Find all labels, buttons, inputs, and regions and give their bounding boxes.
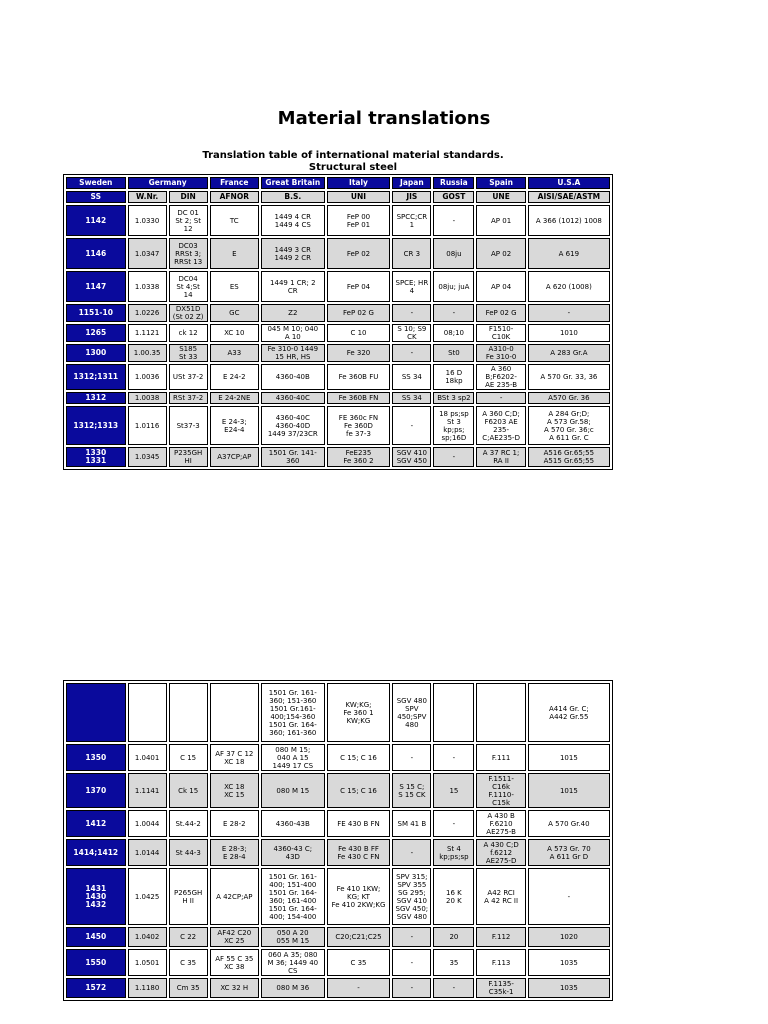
table-cell: -: [327, 978, 391, 998]
standard-header: W.Nr.: [128, 191, 167, 203]
table-cell: Fe 320: [327, 344, 391, 362]
table-cell: -: [528, 304, 610, 322]
table-cell: CR 3: [392, 238, 431, 269]
table-cell: -: [392, 949, 431, 976]
table-cell: St37-3: [169, 406, 208, 445]
country-header: Italy: [327, 177, 391, 189]
header-standards-row: [66, 191, 610, 203]
ss-grade-cell: 1312;1311: [66, 364, 126, 390]
table-cell: TC: [210, 205, 259, 236]
table-cell: [169, 683, 208, 742]
table-cell: AF 55 C 35 XC 38: [210, 949, 259, 976]
table-cell: XC 32 H: [210, 978, 259, 998]
table-cell: Z2: [261, 304, 325, 322]
country-header: Spain: [476, 177, 525, 189]
table-cell: AP 01: [476, 205, 525, 236]
ss-grade-cell: 1146: [66, 238, 126, 269]
standard-header: DIN: [169, 191, 208, 203]
material-table-2: [63, 680, 613, 1001]
table-cell: E 28-3; E 28-4: [210, 839, 259, 866]
table-cell: -: [392, 744, 431, 771]
table-cell: 1020: [528, 927, 610, 947]
table-cell: A 430 C;D f.6212 AE275-D: [476, 839, 525, 866]
country-header: U.S.A: [528, 177, 610, 189]
table-cell: 35: [433, 949, 474, 976]
table-row: [66, 205, 610, 236]
table-row: [66, 810, 610, 837]
table-cell: KW;KG; Fe 360 1 KW;KG: [327, 683, 391, 742]
caption-line-2: Structural steel: [308, 162, 398, 173]
ss-grade-cell: 1412: [66, 810, 126, 837]
table-cell: FeP 04: [327, 271, 391, 302]
table-cell: SPCC;CR 1: [392, 205, 431, 236]
standard-header: SS: [66, 191, 126, 203]
table-cell: AP 04: [476, 271, 525, 302]
table-cell: A 570 Gr. 33, 36: [528, 364, 610, 390]
table-cell: Fe 310-0 1449 15 HR, HS: [261, 344, 325, 362]
table-cell: FE 430 B FN: [327, 810, 391, 837]
table-cell: A33: [210, 344, 259, 362]
table-cell: A 620 (1008): [528, 271, 610, 302]
table-row: [66, 324, 610, 342]
table-cell: C20;C21;C25: [327, 927, 391, 947]
table-row: [66, 683, 610, 742]
table-row: [66, 364, 610, 390]
table-cell: A 430 B F.6210 AE275-B: [476, 810, 525, 837]
table-cell: S 10; S9 CK: [392, 324, 431, 342]
standard-header: UNI: [327, 191, 391, 203]
table-cell: 1.0425: [128, 868, 167, 925]
standard-header: AISI/SAE/ASTM: [528, 191, 610, 203]
table-cell: 1.0226: [128, 304, 167, 322]
table-cell: SS 34: [392, 364, 431, 390]
table-cell: DC03 RRSt 3; RRSt 13: [169, 238, 208, 269]
table-cell: GC: [210, 304, 259, 322]
country-header: Great Britain: [261, 177, 325, 189]
table-cell: 1.0044: [128, 810, 167, 837]
table-cell: 1.1141: [128, 773, 167, 808]
table-cell: [433, 683, 474, 742]
table-cell: 1.0401: [128, 744, 167, 771]
table-row: [66, 773, 610, 808]
table-row: [66, 978, 610, 998]
ss-grade-cell: [66, 683, 126, 742]
table-cell: -: [433, 978, 474, 998]
table-cell: P265GH H II: [169, 868, 208, 925]
table-caption: [0, 150, 706, 174]
table-cell: St 4 kp;ps;sp: [433, 839, 474, 866]
table-cell: 15: [433, 773, 474, 808]
ss-grade-cell: 1450: [66, 927, 126, 947]
table-cell: -: [392, 344, 431, 362]
country-header: France: [210, 177, 259, 189]
table-cell: 1015: [528, 773, 610, 808]
table-cell: [210, 683, 259, 742]
table-row: [66, 868, 610, 925]
table-cell: A 284 Gr;D; A 573 Gr.58; A 570 Gr. 36;c A 611 Gr. C: [528, 406, 610, 445]
table-cell: St.44-2: [169, 810, 208, 837]
table-cell: C 15; C 16: [327, 773, 391, 808]
table-cell: S 15 C; S 15 CK: [392, 773, 431, 808]
table-cell: Fe 410 1KW; KG; KT Fe 410 2KW;KG: [327, 868, 391, 925]
table-cell: 1015: [528, 744, 610, 771]
table-cell: C 15: [169, 744, 208, 771]
table-cell: DC04 St 4;St 14: [169, 271, 208, 302]
table-cell: 4360-43 C; 43D: [261, 839, 325, 866]
table-cell: ES: [210, 271, 259, 302]
table-cell: P235GH HI: [169, 447, 208, 467]
ss-grade-cell: 1330 1331: [66, 447, 126, 467]
ss-grade-cell: 1147: [66, 271, 126, 302]
table-cell: 1.0338: [128, 271, 167, 302]
ss-grade-cell: 1300: [66, 344, 126, 362]
table-cell: Fe 360B FU: [327, 364, 391, 390]
table-cell: 1.0501: [128, 949, 167, 976]
table-cell: XC 18 XC 15: [210, 773, 259, 808]
table-cell: 1.0345: [128, 447, 167, 467]
table-row: [66, 406, 610, 445]
table-cell: A 573 Gr. 70 A 611 Gr D: [528, 839, 610, 866]
table-row: [66, 744, 610, 771]
table-cell: 080 M 36: [261, 978, 325, 998]
table-cell: 1.1180: [128, 978, 167, 998]
table-cell: AP 02: [476, 238, 525, 269]
table-cell: 045 M 10; 040 A 10: [261, 324, 325, 342]
table-row: [66, 344, 610, 362]
table-cell: F1510- C10K: [476, 324, 525, 342]
ss-grade-cell: 1265: [66, 324, 126, 342]
material-table-1: [63, 174, 613, 470]
table-cell: [128, 683, 167, 742]
table-cell: DC 01 St 2; St 12: [169, 205, 208, 236]
table-cell: 1.0036: [128, 364, 167, 390]
table-cell: 1.1121: [128, 324, 167, 342]
table-cell: A 283 Gr.A: [528, 344, 610, 362]
table-cell: SGV 480 SPV 450;SPV 480: [392, 683, 431, 742]
table-cell: DX51D (St 02 Z): [169, 304, 208, 322]
table-cell: E 24-2NE: [210, 392, 259, 404]
table-cell: E 24-2: [210, 364, 259, 390]
table-cell: 1.0144: [128, 839, 167, 866]
table-cell: F.113: [476, 949, 525, 976]
table-cell: -: [433, 744, 474, 771]
table-cell: E: [210, 238, 259, 269]
table-cell: -: [392, 406, 431, 445]
table-cell: BSt 3 sp2: [433, 392, 474, 404]
table-cell: FeE235 Fe 360 2: [327, 447, 391, 467]
table-cell: 1501 Gr. 161- 360; 151-360 1501 Gr.161- 400;154-360 1501 Gr. 164- 360; 161-360: [261, 683, 325, 742]
table-row: [66, 304, 610, 322]
table-cell: A570 Gr. 36: [528, 392, 610, 404]
standard-header: GOST: [433, 191, 474, 203]
table-cell: 1449 4 CR 1449 4 CS: [261, 205, 325, 236]
table-cell: 1035: [528, 949, 610, 976]
table-cell: 4360-40C 4360-40D 1449 37/23CR: [261, 406, 325, 445]
header-countries-row: [66, 177, 610, 189]
table-cell: 16 D 18kp: [433, 364, 474, 390]
table-cell: AF42 C20 XC 25: [210, 927, 259, 947]
table-cell: 060 A 35; 080 M 36; 1449 40 CS: [261, 949, 325, 976]
table-cell: 1.0347: [128, 238, 167, 269]
table-cell: 1501 Gr. 141- 360: [261, 447, 325, 467]
table-cell: C 22: [169, 927, 208, 947]
table-cell: F.1135- C35k-1: [476, 978, 525, 998]
ss-grade-cell: 1142: [66, 205, 126, 236]
table-cell: USt 37-2: [169, 364, 208, 390]
table-cell: [476, 683, 525, 742]
table-cell: -: [392, 839, 431, 866]
table-cell: SS 34: [392, 392, 431, 404]
table-cell: SPV 315; SPV 355 SG 295; SGV 410 SGV 450; SGV 480: [392, 868, 431, 925]
table-cell: SM 41 B: [392, 810, 431, 837]
country-header: Sweden: [66, 177, 126, 189]
table-cell: 20: [433, 927, 474, 947]
table-row: [66, 839, 610, 866]
table-cell: ck 12: [169, 324, 208, 342]
table-row: [66, 271, 610, 302]
table-cell: A 570 Gr.40: [528, 810, 610, 837]
table-cell: 4360-40B: [261, 364, 325, 390]
ss-grade-cell: 1572: [66, 978, 126, 998]
table-cell: 1.0116: [128, 406, 167, 445]
table-cell: E 24-3; E24-4: [210, 406, 259, 445]
table-cell: FeP 02 G: [327, 304, 391, 322]
table-cell: F.111: [476, 744, 525, 771]
table-cell: A 366 (1012) 1008: [528, 205, 610, 236]
table-cell: Fe 430 B FF Fe 430 C FN: [327, 839, 391, 866]
table-cell: C 10: [327, 324, 391, 342]
table-cell: -: [528, 868, 610, 925]
table-cell: C 35: [327, 949, 391, 976]
table-cell: 1449 3 CR 1449 2 CR: [261, 238, 325, 269]
table-cell: A 42CP;AP: [210, 868, 259, 925]
table-cell: -: [392, 978, 431, 998]
table-cell: 08ju: [433, 238, 474, 269]
table-cell: FeP 00 FeP 01: [327, 205, 391, 236]
country-header: Japan: [392, 177, 431, 189]
table-cell: 080 M 15; 040 A 15 1449 17 CS: [261, 744, 325, 771]
table-cell: 050 A 20 055 M 15: [261, 927, 325, 947]
table-cell: 080 M 15: [261, 773, 325, 808]
table-cell: 4360-43B: [261, 810, 325, 837]
table-cell: AF 37 C 12 XC 18: [210, 744, 259, 771]
table-row: [66, 949, 610, 976]
country-header: Russia: [433, 177, 474, 189]
table-cell: Ck 15: [169, 773, 208, 808]
table-cell: FE 360c FN Fe 360D fe 37-3: [327, 406, 391, 445]
table-cell: S185 St 33: [169, 344, 208, 362]
table-cell: St 44-3: [169, 839, 208, 866]
table-cell: Cm 35: [169, 978, 208, 998]
table-cell: RSt 37-2: [169, 392, 208, 404]
ss-grade-cell: 1151-10: [66, 304, 126, 322]
table-cell: A 360 C;D; F6203 AE 235- C;AE235-D: [476, 406, 525, 445]
table-cell: 08;10: [433, 324, 474, 342]
ss-grade-cell: 1350: [66, 744, 126, 771]
table-cell: 1501 Gr. 161- 400; 151-400 1501 Gr. 164- 360; 161-400 1501 Gr. 164- 400; 154-400: [261, 868, 325, 925]
page-title: Material translations: [277, 108, 491, 129]
table-cell: C 15; C 16: [327, 744, 391, 771]
table-cell: -: [433, 810, 474, 837]
table-cell: -: [392, 927, 431, 947]
ss-grade-cell: 1431 1430 1432: [66, 868, 126, 925]
table-cell: 1449 1 CR; 2 CR: [261, 271, 325, 302]
ss-grade-cell: 1312;1313: [66, 406, 126, 445]
table-row: [66, 238, 610, 269]
table-cell: C 35: [169, 949, 208, 976]
table-cell: A 619: [528, 238, 610, 269]
table-cell: F.112: [476, 927, 525, 947]
table-cell: St0: [433, 344, 474, 362]
standard-header: UNE: [476, 191, 525, 203]
table-cell: -: [433, 304, 474, 322]
standard-header: B.S.: [261, 191, 325, 203]
ss-grade-cell: 1312: [66, 392, 126, 404]
table-cell: 1035: [528, 978, 610, 998]
table-cell: 1.0330: [128, 205, 167, 236]
table-cell: F.1511- C16k F.1110- C15k: [476, 773, 525, 808]
table-cell: 18 ps;sp St 3 kp;ps; sp;16D: [433, 406, 474, 445]
table-cell: XC 10: [210, 324, 259, 342]
ss-grade-cell: 1550: [66, 949, 126, 976]
table-cell: A516 Gr.65;55 A515 Gr.65;55: [528, 447, 610, 467]
ss-grade-cell: 1414;1412: [66, 839, 126, 866]
standard-header: AFNOR: [210, 191, 259, 203]
table-cell: A310-0 Fe 310-0: [476, 344, 525, 362]
table-cell: 08ju; juA: [433, 271, 474, 302]
table-cell: -: [392, 304, 431, 322]
table-cell: -: [433, 205, 474, 236]
table-cell: -: [433, 447, 474, 467]
table-cell: 4360-40C: [261, 392, 325, 404]
country-header: Germany: [128, 177, 208, 189]
table-cell: A42 RCI A 42 RC II: [476, 868, 525, 925]
ss-grade-cell: 1370: [66, 773, 126, 808]
table-cell: A 360 B;F6202- AE 235-B: [476, 364, 525, 390]
caption-line-1: Translation table of international material standards.: [202, 150, 504, 161]
table-cell: -: [476, 392, 525, 404]
standard-header: JIS: [392, 191, 431, 203]
table-row: [66, 447, 610, 467]
table-cell: SPCE; HR 4: [392, 271, 431, 302]
table-cell: 16 K 20 K: [433, 868, 474, 925]
table-cell: E 28-2: [210, 810, 259, 837]
table-cell: 1.0402: [128, 927, 167, 947]
table-cell: Fe 360B FN: [327, 392, 391, 404]
table-cell: 1.0038: [128, 392, 167, 404]
table-cell: FeP 02 G: [476, 304, 525, 322]
table-cell: A414 Gr. C; A442 Gr.55: [528, 683, 610, 742]
table-cell: SGV 410 SGV 450: [392, 447, 431, 467]
table-row: [66, 392, 610, 404]
table-cell: A37CP;AP: [210, 447, 259, 467]
table-cell: A 37 RC 1; RA II: [476, 447, 525, 467]
table-cell: 1010: [528, 324, 610, 342]
table-row: [66, 927, 610, 947]
table-cell: 1.00.35: [128, 344, 167, 362]
table-cell: FeP 02: [327, 238, 391, 269]
